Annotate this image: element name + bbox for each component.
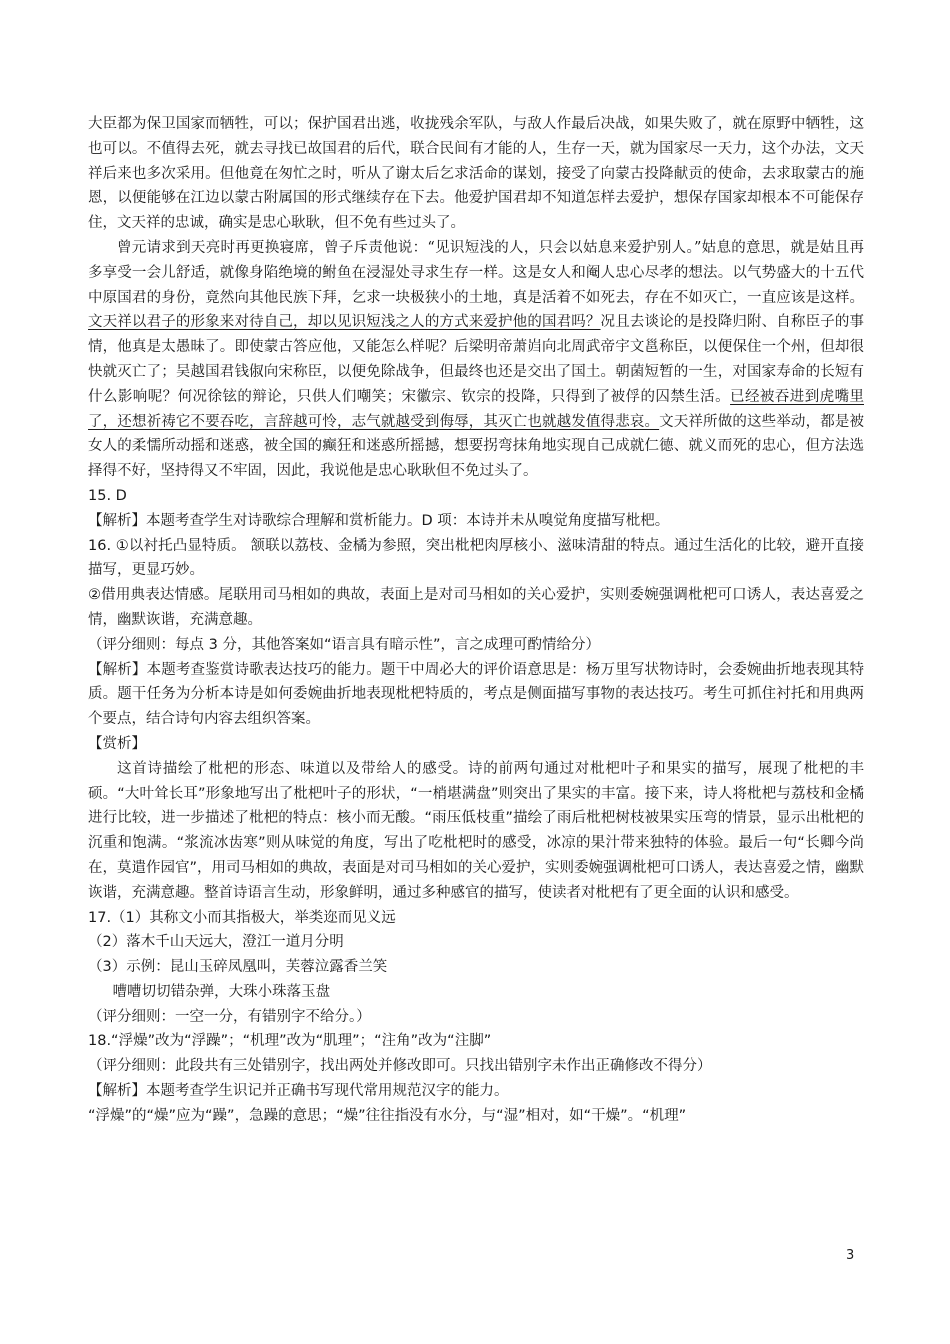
q16-analysis: 【解析】本题考查鉴赏诗歌表达技巧的能力。题干中周必大的评价语意思是：杨万里写状物诗时，会委婉曲折地表现其特质。题干任务为分析本诗是如何委婉曲折地表现枇杷特质的，考点是侧面描写事物的表达技巧。考生可抓住衬托和用典两个要点，结合诗句内容去组织答案。 — [88, 661, 864, 728]
q15-answer: 15. D — [88, 487, 127, 504]
translation-paragraph-1: 大臣都为保卫国家而牺牲，可以；保护国君出逃，收拢残余军队，与敌人作最后决战，如果失败了，就在原野中牺牲，这也可以。不值得去死，就去寻找已故国君的后代，联合民间有才能的人，生存一天，就为国家尽一天力，这个办法，文天祥后来也多次采用。但他竟在匆忙之时，听从了谢太后乞求活命的谋划，接受了向蒙古投降献贡的使命，去求取蒙古的施恩，以便能够在江边以蒙古附属国的形式继续存在下去。他爱护国君却不知道怎样去爱护，想保存国家却根本不可能保存住，文天祥的忠诚，确实是忠心耿耿，但不免有些过头了。 — [88, 116, 864, 232]
q18-detail: “浮燥”的“燥”应为“躁”，急躁的意思；“燥”往往指没有水分，与“湿”相对，如“干燥”。“机理” — [88, 1107, 687, 1124]
q17-answer-3: （3）示例：昆山玉碎凤凰叫，芙蓉泣露香兰笑 — [88, 959, 388, 976]
q17-answer-3b: 嘈嘈切切错杂弹，大珠小珠落玉盘 — [112, 983, 331, 1000]
translation-paragraph-2 — [88, 236, 864, 484]
q17-answer-1: 17.（1）其称文小而其指极大，举类迩而见义远 — [88, 909, 396, 926]
page-number: 3 — [846, 1248, 855, 1263]
q18-scoring: （评分细则：此段共有三处错别字，找出两处并修改即可。只找出错别字未作出正确修改不得分） — [88, 1058, 712, 1075]
q16-point-2: ②借用典表达情感。尾联用司马相如的典故，表面上是对司马相如的关心爱护，实则委婉强调枇杷可口诱人，表达喜爱之情，幽默诙谐，充满意趣。 — [88, 587, 864, 628]
translation-text: 况且去谈论的是投降归附、自称臣子的事情，他真是太愚昧了。即使蒙古答应他，又能怎么样呢？后梁明帝萧岿向北周武帝宇文邕称臣，以便保住一个州，但却很快就灭亡了；吴越国君钱俶向宋称臣，以便免除战争，但最终也还是交出了国土。朝菌短暂的一生，对国家寿命的长短有什么影响呢？何况徐铉的辩论，只供人们嘲笑；宋徽宗、钦宗的投降，只得到了被俘的囚禁生活。 — [88, 314, 864, 405]
document-page — [88, 112, 864, 1129]
q16-scoring: （评分细则：每点 3 分，其他答案如“语言具有暗示性”，言之成理可酌情给分） — [88, 636, 600, 653]
q18-analysis: 【解析】本题考查学生识记并正确书写现代常用规范汉字的能力。 — [88, 1083, 509, 1100]
q18-answer: 18.“浮燥”改为“浮躁”；“机理”改为“肌理”；“注角”改为“注脚” — [88, 1033, 492, 1050]
q15-analysis: 【解析】本题考查学生对诗歌综合理解和赏析能力。D 项：本诗并未从嗅觉角度描写枇杷。 — [88, 512, 670, 529]
q16-point-1: 16. ①以衬托凸显特质。 颔联以荔枝、金橘为参照，突出枇杷肉厚核小、滋味清甜的特点。通过生活化的比较，避开直接描写，更显巧妙。 — [88, 537, 864, 579]
translation-text: 文天祥所做的这些举动，都是被女人的柔懦所动摇和迷惑，被全国的癫狂和迷惑所摇撼，想要拐弯抹角地实现自己成就仁德、就义而死的忠心，但方法选择得不好，坚持得又不牢固，因此，我说他是忠心耿耿但不免过头了。 — [88, 413, 864, 480]
q17-answer-2: （2）落木千山天远大，澄江一道月分明 — [88, 934, 344, 951]
underlined-sentence: 文天祥以君子的形象来对待自己，却以见识短浅之人的方式来爱护他的国君吗？ — [88, 314, 601, 331]
translation-text: 曾元请求到天亮时再更换寝席，曾子斥责他说：“见识短浅的人，只会以姑息来爱护别人。”姑息的意思，就是姑且再多享受一会儿舒适，就像身陷绝境的鲋鱼在浸湿处寻求生存一样。这是女人和阉人忠心尽孝的想法。以气势盛大的十五代中原国君的身份，竟然向其他民族下拜，乞求一块极狭小的土地，真是活着不如死去，存在不如灭亡，一直应该是这样。 — [88, 239, 864, 306]
q16-appreciation: 这首诗描绘了枇杷的形态、味道以及带给人的感受。诗的前两句通过对枇杷叶子和果实的描写，展现了枇杷的丰硕。“大叶耸长耳”形象地写出了枇杷叶子的形状，“一梢堪满盘”则突出了果实的丰富。接下来，诗人将枇杷与荔枝和金橘进行比较，进一步描述了枇杷的特点：核小而无酸。“雨压低枝重”描绘了雨后枇杷树枝被果实压弯的情景，显示出枇杷的沉重和饱满。“浆流冰齿寒”则从味觉的角度，写出了吃枇杷时的感受，冰凉的果汁带来独特的体验。最后一句“长卿今尚在，莫遣作园官”，用司马相如的典故，表面是对司马相如的关心爱护，实则委婉强调枇杷可口诱人，表达喜爱之情，幽默诙谐，充满意趣。整首诗语言生动，形象鲜明，通过多种感官的描写，使读者对枇杷有了更全面的认识和感受。 — [88, 760, 865, 901]
q17-scoring: （评分细则：一空一分，有错别字不给分。） — [88, 1008, 371, 1025]
q16-appreciation-label: 【赏析】 — [88, 735, 146, 752]
underlined-sentence: 已经被吞进到虎嘴里了，还想祈祷它不要吞吃，言辞越可怜，志气就越受到侮辱，其灭亡也就越发值得悲哀。 — [88, 388, 864, 430]
